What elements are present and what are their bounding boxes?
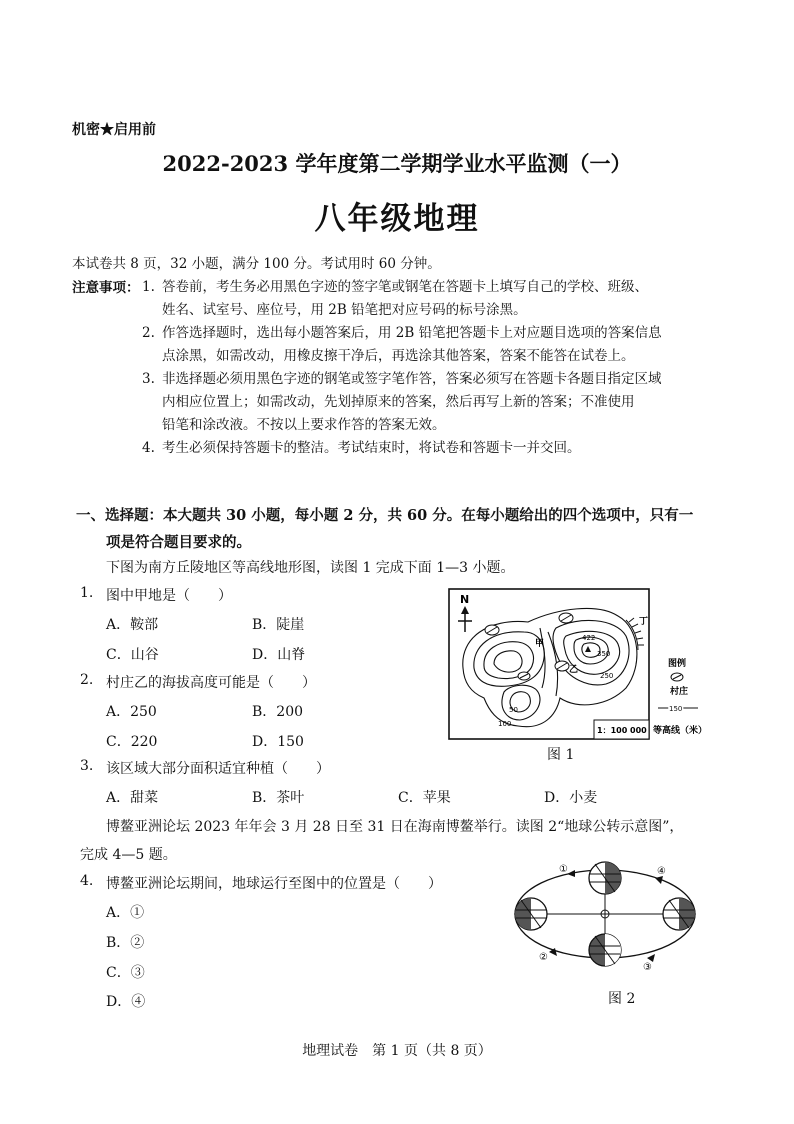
contour-map-figure <box>448 588 708 748</box>
group-2-intro-line-2: 完成 4—5 题。 <box>80 847 177 863</box>
position-2-label: ② <box>539 952 548 963</box>
q3-option-c[interactable]: C．苹果 <box>398 790 451 806</box>
q1-number: 1. <box>80 585 94 601</box>
exam-intro: 本试卷共 8 页，32 小题，满分 100 分。考试用时 60 分钟。 <box>72 256 441 272</box>
point-ding: 丁 <box>639 617 649 627</box>
q1-option-a[interactable]: A．鞍部 <box>106 617 159 633</box>
section-1-heading <box>76 502 693 556</box>
q2-option-a[interactable]: A．250 <box>106 704 157 720</box>
q3-option-b[interactable]: B．茶叶 <box>252 790 305 806</box>
q1-option-c[interactable]: C．山谷 <box>106 647 159 663</box>
position-3-label: ③ <box>643 962 652 973</box>
exam-title: 2022-2023 学年度第二学期学业水平监测（一） <box>162 151 632 176</box>
legend-contour-label: 等高线（米） <box>653 726 708 736</box>
note-2-line-1: 作答选择题时，选出每小题答案后，用 2B 铅笔把答题卡上对应题目选项的答案信息 <box>162 325 662 341</box>
legend-village-label: 村庄 <box>670 687 689 697</box>
peak-icon <box>585 646 591 652</box>
note-3-line-3: 铅笔和涂改液。不按以上要求作答的答案无效。 <box>162 417 446 433</box>
note-2-line-2: 点涂黑，如需改动，用橡皮擦干净后，再选涂其他答案，答案不能答在试卷上。 <box>162 348 635 364</box>
earth-bottom-icon <box>589 934 621 966</box>
note-1-line-1: 答卷前，考生务必用黑色字迹的签字笔或钢笔在答题卡上填写自己的学校、班级、 <box>162 279 648 295</box>
q4-option-d[interactable]: D．④ <box>106 994 146 1010</box>
q2-option-c[interactable]: C．220 <box>106 734 158 750</box>
note-2-num: 2. <box>142 325 155 341</box>
earth-revolution-figure <box>505 856 705 981</box>
legend-title: 图例 <box>668 659 687 669</box>
contour-label-50: 50 <box>509 706 518 714</box>
q2-option-b[interactable]: B．200 <box>252 704 304 720</box>
page-footer: 地理试卷 第 1 页（共 8 页） <box>302 1043 492 1059</box>
north-label: N <box>460 593 470 606</box>
sun-icon <box>597 906 613 922</box>
contour-label-250: 250 <box>600 672 614 680</box>
q3-option-d[interactable]: D．小麦 <box>544 790 598 806</box>
q4-number: 4. <box>80 873 94 889</box>
q1-stem: 图中甲地是（ ） <box>106 588 232 604</box>
note-4-line-1: 考生必须保持答题卡的整洁。考试结束时，将试卷和答题卡一并交回。 <box>162 440 581 456</box>
note-3-line-1: 非选择题必须用黑色字迹的钢笔或签字笔作答，答案必须写在答题卡各题目指定区域 <box>162 371 662 387</box>
q4-option-c[interactable]: C．③ <box>106 965 145 981</box>
q3-option-a[interactable]: A．甜菜 <box>106 790 159 806</box>
map-frame <box>449 589 649 739</box>
q2-option-d[interactable]: D．150 <box>252 734 304 750</box>
section-1-line-2: 项是符合题目要求的。 <box>106 534 251 551</box>
group-2-intro-line-1: 博鳌亚洲论坛 2023 年年会 3 月 28 日至 31 日在海南博鳌举行。读图 2“地球公转示意图”， <box>106 819 684 835</box>
contour-label-350: 350 <box>597 650 611 658</box>
figure-1-caption: 图 1 <box>547 747 575 763</box>
figure-2-caption: 图 2 <box>608 991 636 1007</box>
note-3-num: 3. <box>142 371 155 387</box>
note-3-line-2: 内相应位置上；如需改动，先划掉原来的答案，然后再写上新的答案；不准使用 <box>162 394 635 410</box>
section-1-line-1: 一、选择题：本大题共 30 小题，每小题 2 分，共 60 分。在每小题给出的四个选项中，只有一 <box>76 507 694 524</box>
scale-label: 1：100 000 <box>597 726 647 735</box>
note-4-num: 4. <box>142 440 155 456</box>
earth-right-icon <box>663 898 695 930</box>
earth-top-icon <box>589 862 621 894</box>
group-1-intro: 下图为南方丘陵地区等高线地形图，读图 1 完成下面 1—3 小题。 <box>106 560 515 576</box>
q4-option-a[interactable]: A．① <box>106 905 145 921</box>
village-yi: 乙 <box>569 665 579 675</box>
q1-option-b[interactable]: B．陡崖 <box>252 617 305 633</box>
q1-option-d[interactable]: D．山脊 <box>252 647 306 663</box>
q3-number: 3. <box>80 758 94 774</box>
legend-contour-value: 150 <box>669 705 683 713</box>
note-1-num: 1. <box>142 279 155 295</box>
subject-title: 八年级地理 <box>314 201 480 237</box>
north-arrow-icon <box>458 606 472 632</box>
q3-stem: 该区域大部分面积适宜种植（ ） <box>106 761 330 777</box>
note-1-line-2: 姓名、试室号、座位号，用 2B 铅笔把对应号码的标号涂黑。 <box>162 302 527 318</box>
q4-option-b[interactable]: B．② <box>106 935 145 951</box>
earth-left-icon <box>515 898 547 930</box>
q4-stem: 博鳌亚洲论坛期间，地球运行至图中的位置是（ ） <box>106 876 442 892</box>
peak-elevation: 422 <box>582 634 596 642</box>
q2-number: 2. <box>80 672 94 688</box>
q2-stem: 村庄乙的海拔高度可能是（ ） <box>106 675 316 691</box>
contour-label-100: 100 <box>498 720 512 728</box>
position-4-label: ④ <box>657 866 666 877</box>
notes-label: 注意事项： <box>72 280 140 296</box>
point-jia: 甲 <box>535 639 545 649</box>
confidential-mark: 机密★启用前 <box>72 122 156 138</box>
position-1-label: ① <box>559 864 568 875</box>
